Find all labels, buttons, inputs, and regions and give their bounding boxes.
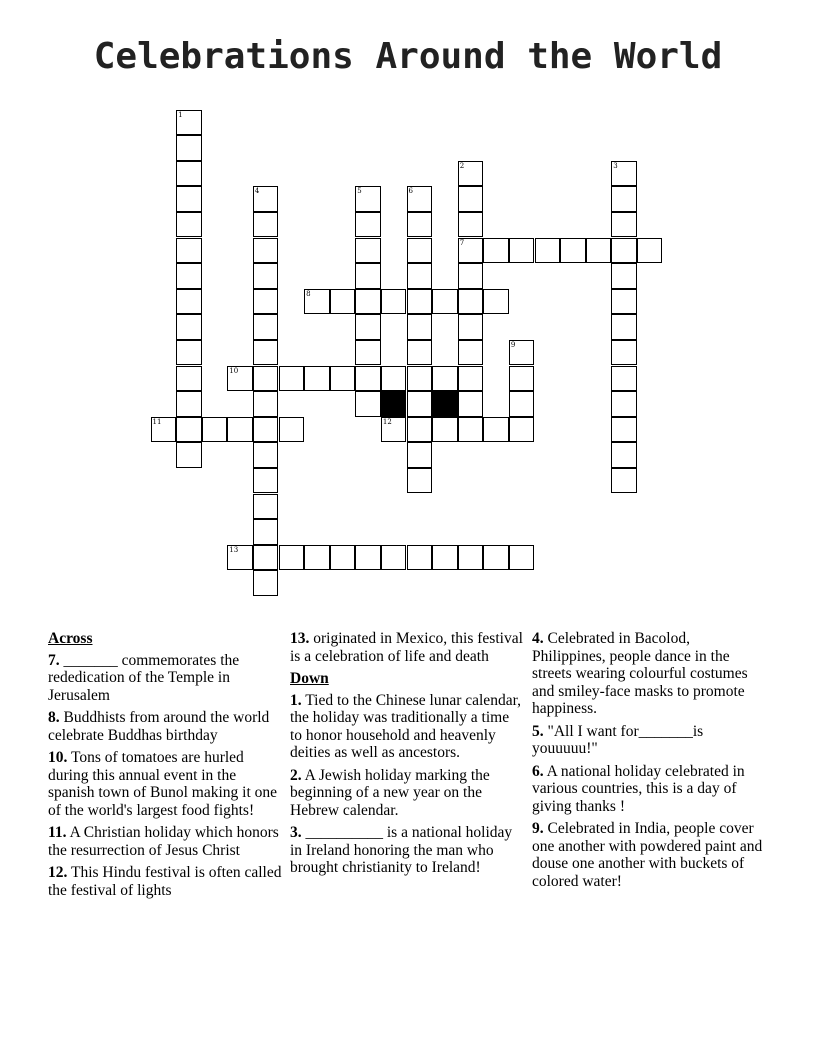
clue-number: 5 bbox=[357, 187, 362, 196]
grid-cell[interactable] bbox=[176, 391, 202, 417]
grid-cell[interactable] bbox=[458, 263, 484, 289]
clues-column-2 bbox=[290, 630, 524, 882]
grid-cell[interactable] bbox=[637, 238, 663, 264]
grid-cell[interactable] bbox=[407, 212, 433, 238]
grid-cell[interactable] bbox=[176, 135, 202, 161]
clue-across-12: 12. This Hindu festival is often called the festival of lights bbox=[48, 864, 282, 899]
grid-cell[interactable] bbox=[279, 417, 305, 443]
grid-cell[interactable] bbox=[611, 238, 637, 264]
grid-cell[interactable] bbox=[509, 340, 535, 366]
grid-cell[interactable] bbox=[611, 417, 637, 443]
grid-cell[interactable] bbox=[509, 545, 535, 571]
grid-cell[interactable] bbox=[458, 314, 484, 340]
grid-cell[interactable] bbox=[483, 417, 509, 443]
grid-cell[interactable] bbox=[611, 289, 637, 315]
grid-cell[interactable] bbox=[355, 289, 381, 315]
clue-down-3: 3. __________ is a national holiday in Ireland honoring the man who brought christianity to Ireland! bbox=[290, 824, 513, 876]
grid-cell[interactable] bbox=[611, 263, 637, 289]
grid-cell[interactable] bbox=[611, 340, 637, 366]
clue-across-11: 11. A Christian holiday which honors the resurrection of Jesus Christ bbox=[48, 824, 279, 859]
grid-cell[interactable] bbox=[509, 417, 535, 443]
clue-down-4: 4. Celebrated in Bacolod, Philippines, people dance in the streets wearing colourful costumes and smiley-face masks to promote happiness. bbox=[532, 630, 748, 717]
grid-cell[interactable] bbox=[407, 289, 433, 315]
grid-cell[interactable] bbox=[253, 263, 279, 289]
grid-cell[interactable] bbox=[407, 314, 433, 340]
grid-cell[interactable] bbox=[304, 545, 330, 571]
grid-cell[interactable] bbox=[407, 545, 433, 571]
grid-cell[interactable] bbox=[253, 212, 279, 238]
clue-across-10: 10. Tons of tomatoes are hurled during this annual event in the spanish town of Bunol making it one of the world's largest food fights! bbox=[48, 749, 278, 819]
grid-cell[interactable] bbox=[432, 366, 458, 392]
grid-cell[interactable] bbox=[509, 238, 535, 264]
grid-cell[interactable] bbox=[253, 519, 279, 545]
grid-cell[interactable] bbox=[432, 545, 458, 571]
grid-cell[interactable] bbox=[509, 366, 535, 392]
grid-cell[interactable] bbox=[355, 366, 381, 392]
grid-cell[interactable] bbox=[176, 110, 202, 136]
grid-cell[interactable] bbox=[253, 417, 279, 443]
clue-number: 1 bbox=[178, 110, 183, 119]
grid-cell[interactable] bbox=[611, 161, 637, 187]
grid-cell[interactable] bbox=[176, 212, 202, 238]
grid-cell[interactable] bbox=[176, 314, 202, 340]
grid-cell[interactable] bbox=[253, 570, 279, 596]
grid-cell[interactable] bbox=[253, 238, 279, 264]
grid-cell[interactable] bbox=[304, 366, 330, 392]
down-heading: Down bbox=[290, 670, 329, 687]
clues-column-1 bbox=[48, 630, 282, 904]
grid-cell[interactable] bbox=[227, 545, 253, 571]
grid-cell[interactable] bbox=[381, 366, 407, 392]
shaded-cell bbox=[381, 391, 407, 417]
grid-cell[interactable] bbox=[176, 442, 202, 468]
grid-cell[interactable] bbox=[611, 442, 637, 468]
grid-cell[interactable] bbox=[611, 391, 637, 417]
grid-cell[interactable] bbox=[253, 340, 279, 366]
grid-cell[interactable] bbox=[176, 289, 202, 315]
grid-cell[interactable] bbox=[176, 238, 202, 264]
clue-number: 11 bbox=[152, 417, 162, 426]
grid-cell[interactable] bbox=[176, 186, 202, 212]
grid-cell[interactable] bbox=[611, 366, 637, 392]
grid-cell[interactable] bbox=[176, 417, 202, 443]
clue-number: 2 bbox=[459, 161, 465, 170]
grid-cell[interactable] bbox=[279, 366, 305, 392]
grid-cell[interactable] bbox=[355, 340, 381, 366]
grid-cell[interactable] bbox=[279, 545, 305, 571]
grid-cell[interactable] bbox=[151, 417, 177, 443]
grid-cell[interactable] bbox=[458, 238, 484, 264]
clue-down-2: 2. A Jewish holiday marking the beginning of a new year on the Hebrew calendar. bbox=[290, 766, 490, 819]
grid-cell[interactable] bbox=[253, 442, 279, 468]
grid-cell[interactable] bbox=[407, 263, 433, 289]
grid-cell[interactable] bbox=[483, 545, 509, 571]
grid-cell[interactable] bbox=[407, 391, 433, 417]
grid-cell[interactable] bbox=[407, 186, 433, 212]
clue-number: 3 bbox=[613, 161, 618, 170]
grid-cell[interactable] bbox=[381, 545, 407, 571]
grid-cell[interactable] bbox=[355, 391, 381, 417]
clue-down-6: 6. A national holiday celebrated in various countries, this is a day of giving thanks ! bbox=[532, 762, 745, 815]
clue-number: 7 bbox=[459, 238, 465, 247]
grid-cell[interactable] bbox=[611, 186, 637, 212]
grid-cell[interactable] bbox=[458, 545, 484, 571]
clue-down-5: 5. "All I want for_______is youuuuu!" bbox=[532, 722, 704, 757]
grid-cell[interactable] bbox=[227, 366, 253, 392]
grid-cell[interactable] bbox=[330, 545, 356, 571]
grid-cell[interactable] bbox=[381, 289, 407, 315]
grid-cell[interactable] bbox=[253, 366, 279, 392]
grid-cell[interactable] bbox=[458, 212, 484, 238]
grid-cell[interactable] bbox=[227, 417, 253, 443]
grid-cell[interactable] bbox=[176, 263, 202, 289]
grid-cell[interactable] bbox=[202, 417, 228, 443]
grid-cell[interactable] bbox=[458, 289, 484, 315]
grid-cell[interactable] bbox=[253, 186, 279, 212]
grid-cell[interactable] bbox=[611, 212, 637, 238]
grid-cell[interactable] bbox=[458, 417, 484, 443]
grid-cell[interactable] bbox=[330, 366, 356, 392]
grid-cell[interactable] bbox=[381, 417, 407, 443]
grid-cell[interactable] bbox=[407, 238, 433, 264]
clue-across-7: 7. _______ commemorates the rededication of the Temple in Jerusalem bbox=[48, 651, 240, 704]
clue-across-13: 13. originated in Mexico, this festival is a celebration of life and death bbox=[290, 630, 523, 665]
grid-cell[interactable] bbox=[535, 238, 561, 264]
grid-cell[interactable] bbox=[253, 391, 279, 417]
grid-cell[interactable] bbox=[304, 289, 330, 315]
grid-cell[interactable] bbox=[560, 238, 586, 264]
grid-cell[interactable] bbox=[611, 468, 637, 494]
clue-number: 12 bbox=[382, 417, 392, 426]
clue-number: 6 bbox=[408, 187, 413, 196]
grid-cell[interactable] bbox=[253, 494, 279, 520]
grid-cell[interactable] bbox=[176, 161, 202, 187]
grid-cell[interactable] bbox=[458, 340, 484, 366]
grid-cell[interactable] bbox=[355, 314, 381, 340]
grid-cell[interactable] bbox=[483, 238, 509, 264]
clue-across-8: 8. Buddhists from around the world celebrate Buddhas birthday bbox=[48, 709, 270, 744]
grid-cell[interactable] bbox=[355, 186, 381, 212]
grid-cell[interactable] bbox=[253, 314, 279, 340]
grid-cell[interactable] bbox=[432, 289, 458, 315]
grid-cell[interactable] bbox=[407, 417, 433, 443]
across-heading: Across bbox=[48, 630, 93, 647]
grid-cell[interactable] bbox=[253, 289, 279, 315]
grid-cell[interactable] bbox=[509, 391, 535, 417]
clue-number: 13 bbox=[229, 545, 239, 554]
clue-number: 9 bbox=[510, 340, 516, 349]
clue-down-9: 9. Celebrated in India, people cover one another with powdered paint and douse one another with buckets of colored water! bbox=[532, 820, 763, 890]
grid-cell[interactable] bbox=[432, 417, 458, 443]
grid-cell[interactable] bbox=[330, 289, 356, 315]
grid-cell[interactable] bbox=[407, 340, 433, 366]
grid-cell[interactable] bbox=[407, 468, 433, 494]
grid-cell[interactable] bbox=[253, 468, 279, 494]
grid-cell[interactable] bbox=[458, 186, 484, 212]
grid-cell[interactable] bbox=[458, 161, 484, 187]
grid-cell[interactable] bbox=[586, 238, 612, 264]
grid-cell[interactable] bbox=[355, 212, 381, 238]
shaded-cell bbox=[432, 391, 458, 417]
grid-cell[interactable] bbox=[458, 366, 484, 392]
grid-cell[interactable] bbox=[355, 545, 381, 571]
grid-cell[interactable] bbox=[407, 442, 433, 468]
grid-cell[interactable] bbox=[458, 391, 484, 417]
grid-cell[interactable] bbox=[176, 340, 202, 366]
clue-down-1: 1. Tied to the Chinese lunar calendar, the holiday was traditionally a time to honor household and heavenly deities as well as ancestors. bbox=[290, 691, 521, 761]
grid-cell[interactable] bbox=[407, 366, 433, 392]
clue-number: 4 bbox=[254, 187, 260, 196]
clues-column-3 bbox=[532, 630, 766, 895]
grid-cell[interactable] bbox=[355, 263, 381, 289]
grid-cell[interactable] bbox=[483, 289, 509, 315]
grid-cell[interactable] bbox=[355, 238, 381, 264]
grid-cell[interactable] bbox=[253, 545, 279, 571]
grid-cell[interactable] bbox=[611, 314, 637, 340]
clue-number: 8 bbox=[306, 289, 311, 298]
clue-number: 10 bbox=[229, 366, 239, 375]
grid-cell[interactable] bbox=[176, 366, 202, 392]
puzzle-title: Celebrations Around the World bbox=[93, 36, 723, 77]
